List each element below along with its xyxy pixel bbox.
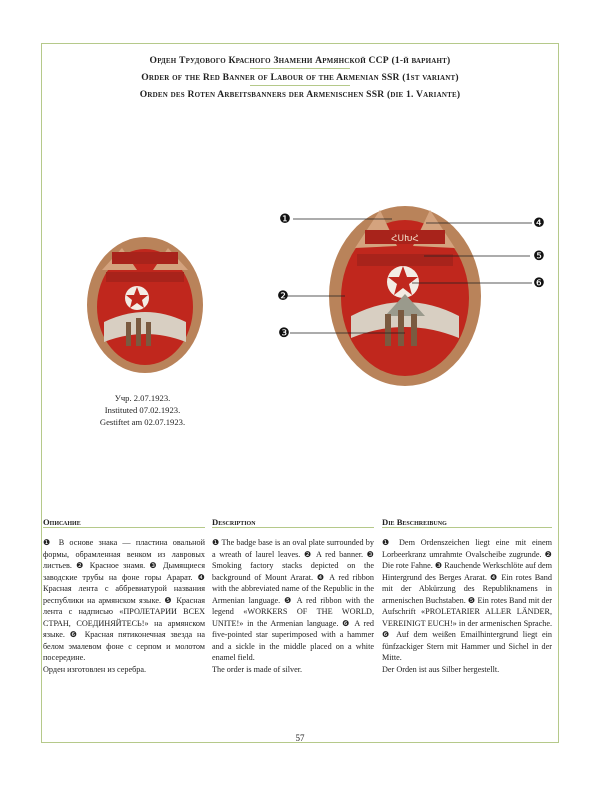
description-body: ❶ Dem Ordenszeichen liegt eine mit einem Lorbeerkranz umrahmte Ovalscheibe zugrunde. ❷ Die rote Fahne. ❸ Rauchende Werkschlöte auf dem Hintergrund des Berges Ararat. ❹ Ein rotes Band mit der Abkürzung des Republiknamens in armenischen Buchstaben. ❺ Ein rotes Band mit der Aufschrift «PROLETARIER ALLER LÄNDER, VEREINIGT EUCH!» in der armenischen Sprache. ❻ Auf dem weißen Emailhintergrund liegt ein fünfzackiger Stern mit Hammer und Sichel in der Mitte. <box>382 538 552 662</box>
material-note: The order is made of silver. <box>212 664 303 674</box>
column-german <box>382 537 552 675</box>
title-english: Order of the Red Banner of Labour of the Armenian SSR (1st variant) <box>141 72 459 83</box>
callout-marker-2: ❷ <box>277 289 289 304</box>
page-number: 57 <box>295 733 305 743</box>
description-body: ❶ The badge base is an oval plate surrounded by a wreath of laurel leaves. ❷ A red banner. ❸ Smoking factory stacks depicted on the background of Mount Ararat. ❹ A red ribbon with the abbreviated name of the Republic in the Armenian language. ❺ A red ribbon with the legend «WORKERS OF THE WORLD, UNITE!» in the Armenian language. ❻ A red five-pointed star superimposed with a hammer and a sickle in the middle placed on a white enamel field. <box>212 538 374 662</box>
heading-russian: Описание <box>43 517 81 527</box>
ribbon-inscription: ՀՍԽՀ <box>391 234 419 244</box>
column-english <box>212 537 374 675</box>
callout-marker-5: ❺ <box>533 249 545 264</box>
column-russian <box>43 537 205 675</box>
callout-marker-4: ❹ <box>533 216 545 231</box>
caption-russian: Учр. 2.07.1923. <box>114 393 171 403</box>
heading-english: Description <box>212 517 256 527</box>
heading-german: Die Beschreibung <box>382 517 447 527</box>
title-german: Orden des Roten Arbeitsbanners der Armenischen SSR (die 1. Variante) <box>139 89 461 100</box>
callout-marker-1: ❶ <box>279 212 291 227</box>
caption-english: Instituted 07.02.1923. <box>104 405 181 415</box>
title-russian: Орден Трудового Красного Знамени Армянской ССР (1-й вариант) <box>149 55 451 66</box>
heading-underline <box>43 527 205 528</box>
callout-marker-3: ❸ <box>278 326 290 341</box>
material-note: Der Orden ist aus Silber hergestellt. <box>382 664 500 674</box>
description-body: ❶ В основе знака — пластина овальной формы, обрамленная венком из лавровых листьев. ❷ Красное знамя. ❸ Дымящиеся заводские трубы на фоне горы Арарат. ❹ Красная лента с аббревиатурой названия республики на армянском языке. ❺ Красная лента с надписью «ПРОЛЕТАРИИ ВСЕХ СТРАН, СОЕДИНЯЙТЕСЬ!» на армянском языке. ❻ Красная пятиконечная звезда на белом эмалевом фоне с серпом и молотом посередине. <box>43 538 205 662</box>
callout-marker-6: ❻ <box>533 276 545 291</box>
material-note: Орден изготовлен из серебра. <box>43 664 147 674</box>
heading-underline <box>212 527 374 528</box>
heading-underline <box>382 527 552 528</box>
caption-german: Gestiftet am 02.07.1923. <box>99 417 186 427</box>
